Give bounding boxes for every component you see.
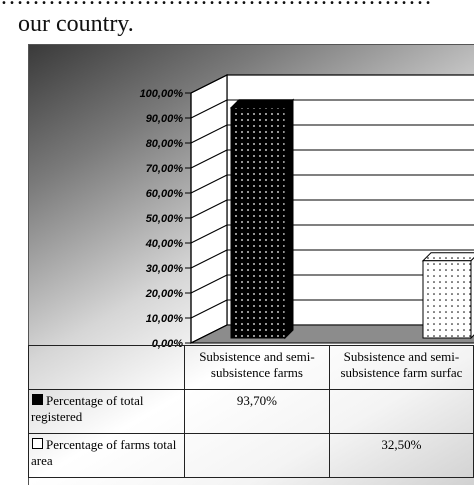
- table-row: [29, 434, 474, 478]
- data-label-empty-1: [329, 390, 473, 434]
- bar-top-1: [231, 100, 293, 108]
- data-label-empty-2: [185, 434, 330, 478]
- bar-side-1: [285, 100, 293, 338]
- chart-data-table: [28, 345, 474, 478]
- legend-swatch-white-icon: [32, 438, 43, 449]
- table-corner-cell: [29, 346, 185, 390]
- legend-swatch-black-icon: [32, 394, 43, 405]
- legend-entry-2-line-1: Percentage of farms total: [46, 437, 177, 452]
- bar-top-2: [423, 253, 474, 261]
- category-label-2: [329, 346, 473, 390]
- legend-entry-1-line-2: registered: [31, 409, 83, 424]
- category-label-2-line-2: subsistence farm surfac: [340, 365, 463, 380]
- y-tick-label: 20,00%: [145, 288, 183, 300]
- y-tick-label: 60,00%: [145, 188, 183, 200]
- y-tick-label: 90,00%: [145, 113, 183, 125]
- category-label-1: [185, 346, 330, 390]
- body-text-line: our country.: [18, 11, 134, 37]
- bar-chart: [29, 45, 474, 355]
- legend-entry-2-line-2: area: [31, 453, 53, 468]
- legend-entry-2: [29, 434, 185, 478]
- category-label-1-line-2: subsistence farms: [210, 365, 303, 380]
- bar-1: [231, 108, 285, 338]
- bar-2: [423, 261, 471, 338]
- category-label-2-line-1: Subsistence and semi-: [343, 349, 460, 364]
- table-row: [29, 390, 474, 434]
- legend-entry-1-line-1: Percentage of total: [46, 393, 144, 408]
- y-tick-label: 50,00%: [145, 213, 183, 225]
- data-label-2: 32,50%: [329, 434, 473, 478]
- y-tick-label: 100,00%: [139, 88, 183, 100]
- table-header-row: [29, 346, 474, 390]
- y-tick-label: 80,00%: [145, 138, 183, 150]
- y-tick-label: 30,00%: [145, 263, 183, 275]
- y-tick-label: 70,00%: [145, 163, 183, 175]
- data-label-1: 93,70%: [185, 390, 330, 434]
- y-tick-label: 10,00%: [145, 313, 183, 325]
- y-tick-label: 40,00%: [145, 238, 183, 250]
- category-label-1-line-1: Subsistence and semi-: [199, 349, 315, 364]
- body-text-cut-line: [0, 0, 432, 8]
- y-tick-label: 0,00%: [151, 338, 183, 350]
- legend-entry-1: [29, 390, 185, 434]
- body-text: [0, 0, 474, 44]
